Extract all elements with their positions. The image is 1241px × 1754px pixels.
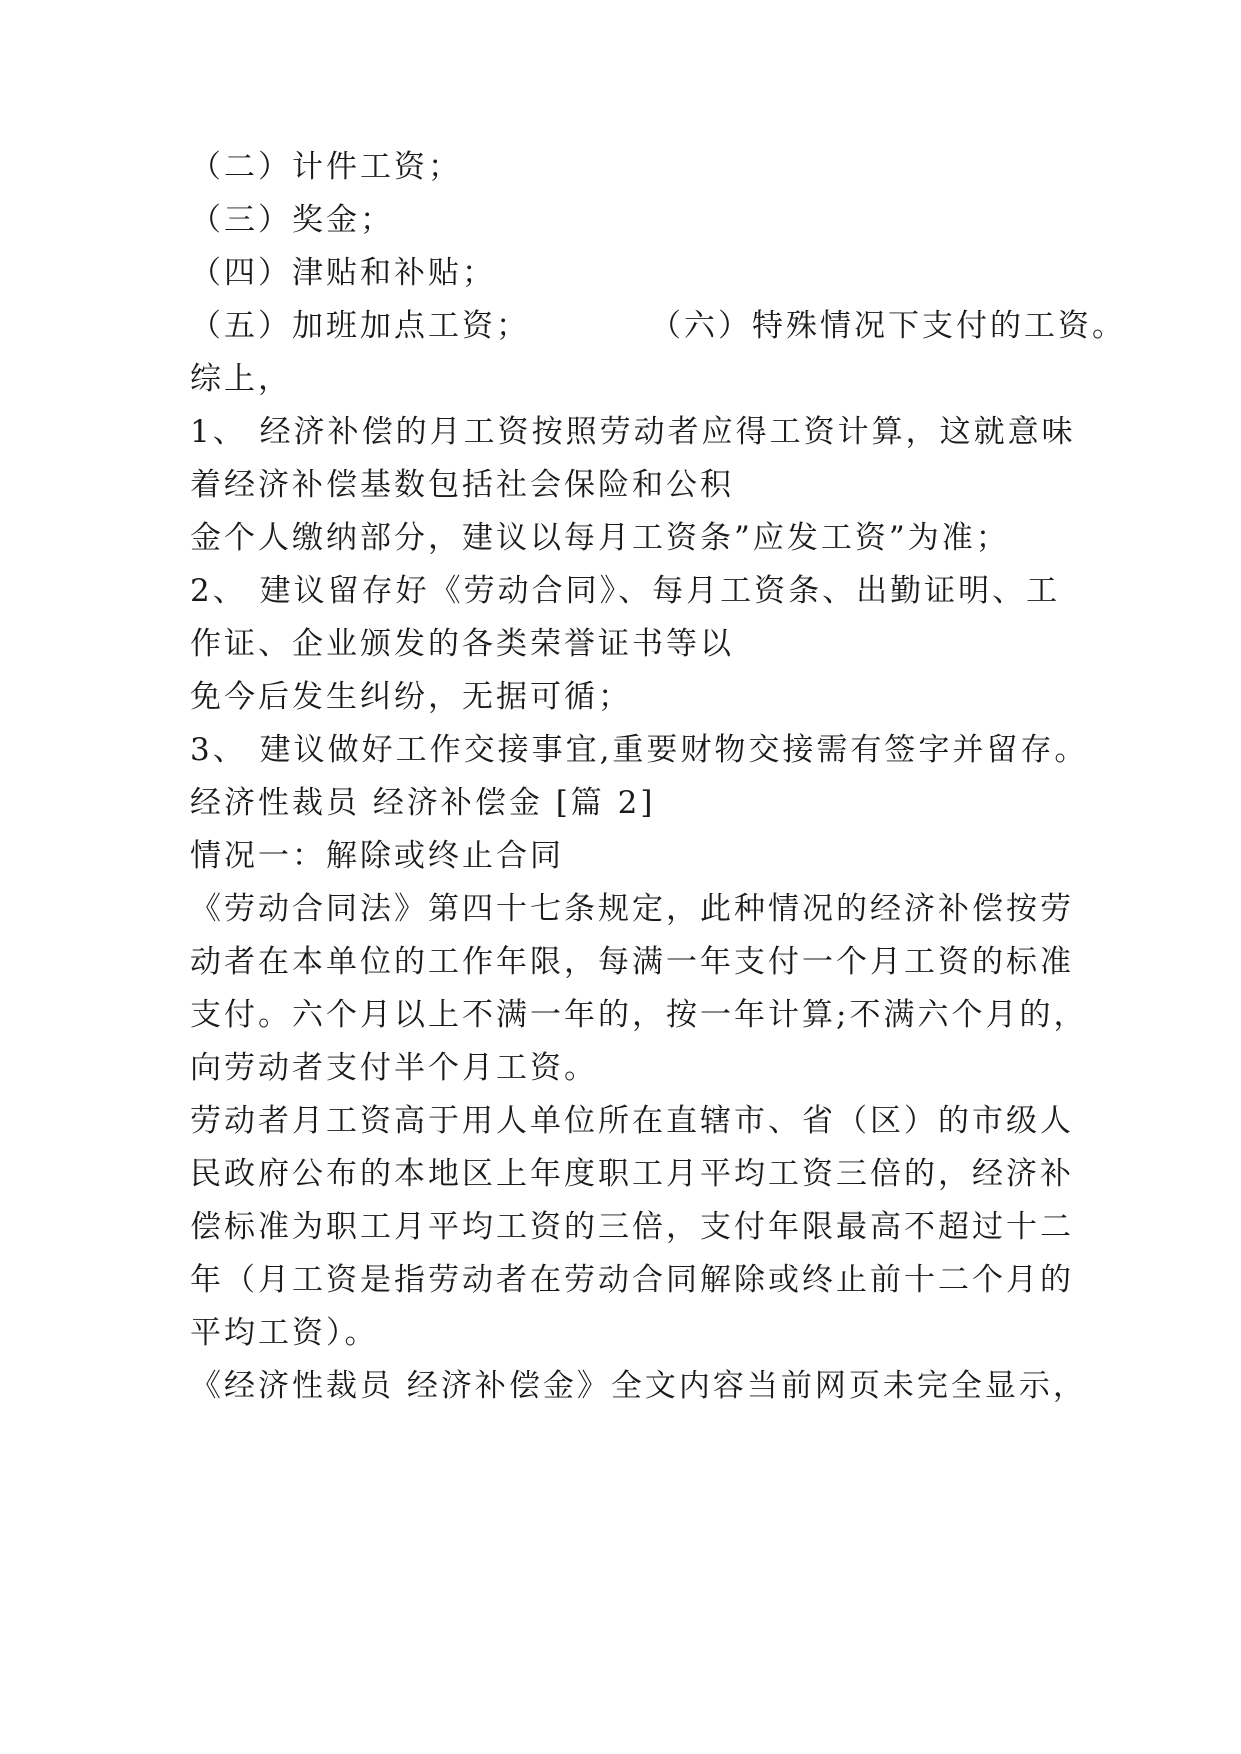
text-line: 金个人缴纳部分，建议以每月工资条”应发工资”为准； bbox=[190, 520, 1010, 556]
text-segment: （五）加班加点工资； bbox=[190, 308, 530, 344]
text-line: 情况一：解除或终止合同 bbox=[190, 838, 564, 874]
text-line: 着经济补偿基数包括社会保险和公积 bbox=[190, 467, 734, 503]
text-line: 综上， bbox=[190, 361, 292, 397]
text-line: （四）津贴和补贴； bbox=[190, 255, 496, 291]
text-line: 支付。六个月以上不满一年的，按一年计算;不满六个月的， bbox=[190, 997, 1088, 1033]
text-line: 偿标准为职工月平均工资的三倍，支付年限最高不超过十二 bbox=[190, 1209, 1074, 1245]
text-line: 《劳动合同法》第四十七条规定，此种情况的经济补偿按劳 bbox=[190, 891, 1074, 927]
text-line: 1、 经济补偿的月工资按照劳动者应得工资计算，这就意味 bbox=[190, 414, 1076, 450]
text-line: 2、 建议留存好《劳动合同》、每月工资条、出勤证明、工 bbox=[190, 573, 1061, 609]
text-line: （二）计件工资； bbox=[190, 149, 462, 185]
text-line: 平均工资）。 bbox=[190, 1315, 379, 1351]
text-line: 劳动者月工资高于用人单位所在直辖市、省（区）的市级人 bbox=[190, 1103, 1074, 1139]
text-line: 作证、企业颁发的各类荣誉证书等以 bbox=[190, 626, 734, 662]
text-segment: （六）特殊情况下支付的工资。 bbox=[650, 308, 1126, 344]
text-line: 动者在本单位的工作年限，每满一年支付一个月工资的标准 bbox=[190, 944, 1074, 980]
text-line: 免今后发生纠纷，无据可循； bbox=[190, 679, 632, 715]
section-heading: 经济性裁员 经济补偿金 [篇 2] bbox=[190, 785, 656, 821]
text-line-row bbox=[190, 306, 1126, 346]
text-line: 年（月工资是指劳动者在劳动合同解除或终止前十二个月的 bbox=[190, 1262, 1074, 1298]
text-line: 向劳动者支付半个月工资。 bbox=[190, 1050, 598, 1086]
text-line: （三）奖金； bbox=[190, 202, 394, 238]
text-line: 《经济性裁员 经济补偿金》全文内容当前网页未完全显示， bbox=[190, 1368, 1087, 1404]
text-line: 民政府公布的本地区上年度职工月平均工资三倍的，经济补 bbox=[190, 1156, 1074, 1192]
text-line: 3、 建议做好工作交接事宜,重要财物交接需有签字并留存。 bbox=[190, 732, 1089, 768]
